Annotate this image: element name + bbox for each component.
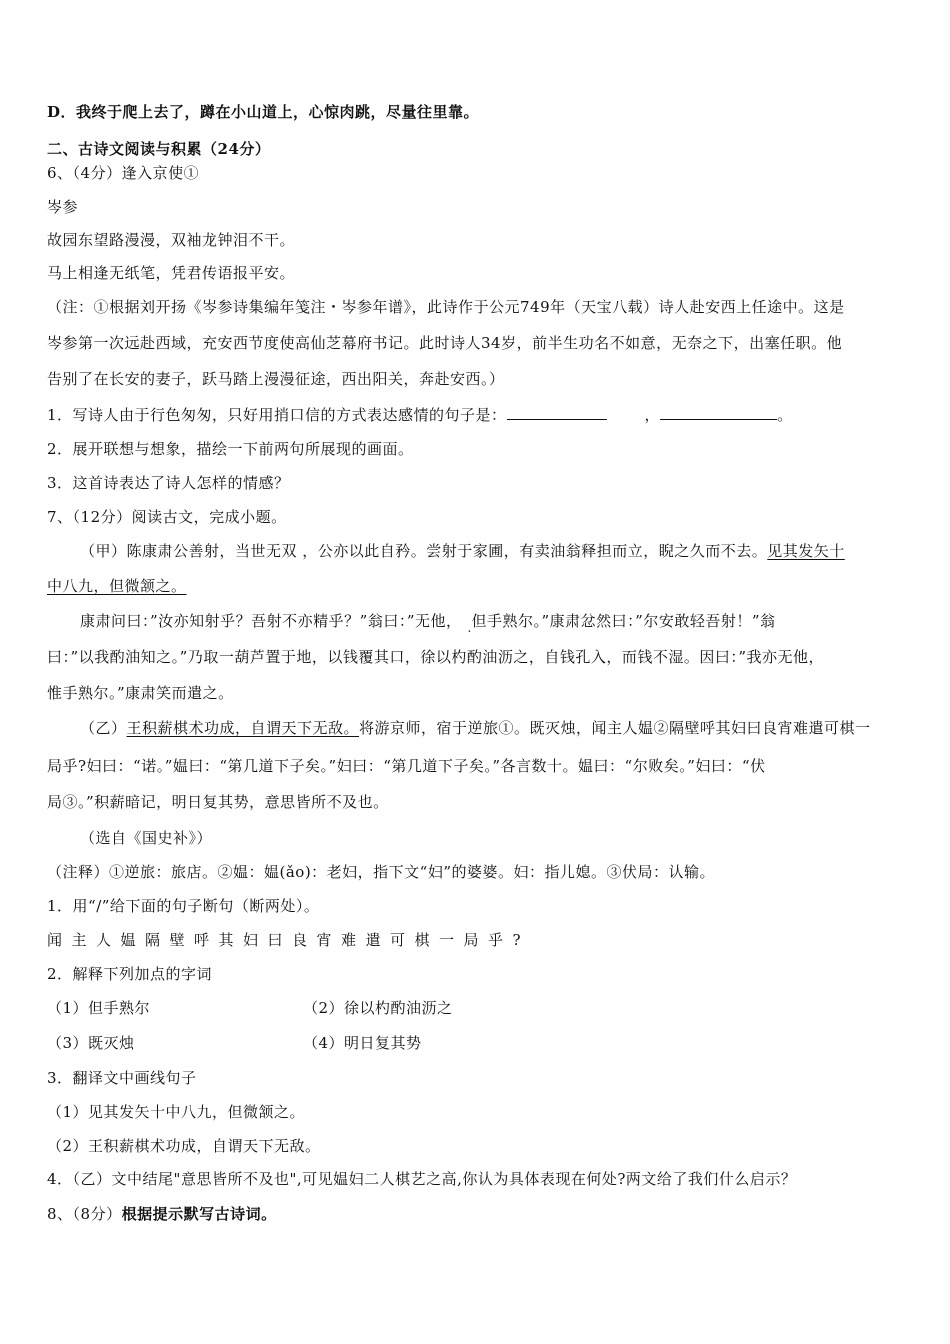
q8-number: 8、（8分） [47, 1205, 122, 1223]
passage-jia-line-4: 曰：”以我酌油知之。”乃取一葫芦置于地，以钱覆其口，徐以杓酌油沥之，自钱孔入，而钱不湿。因曰：”我亦无他， [47, 648, 825, 666]
jia-underlined-1: 见其发矢十 [767, 542, 845, 560]
answer-blank-2[interactable] [660, 405, 777, 420]
passage-yi-line-1 [80, 718, 871, 738]
poem-line-1: 故园东望路漫漫，双袖龙钟泪不干。 [47, 231, 296, 249]
q7-sub3: 3．翻译文中画线句子 [47, 1069, 197, 1087]
q7-sub1-sentence: 闻主人媪隔壁呼其妇曰良宵难遣可棋一局乎? [47, 931, 531, 949]
q6-sub1 [47, 405, 793, 425]
q8-instruction: 根据提示默写古诗词。 [121, 1205, 277, 1223]
q7-sub4: 4．（乙）文中结尾"意思皆所不及也",可见媪妇二人棋艺之高,你认为具体表现在何处?两文给了我们什么启示？ [47, 1170, 797, 1188]
translate-item-2: （2）王积薪棋术功成，自谓天下无敌。 [47, 1137, 321, 1155]
passage-notes: （注释）①逆旅：旅店。②媪：媪(ǎo)：老妇，指下文“妇”的婆婆。妇：指儿媳。③伏局：认输。 [47, 863, 716, 881]
poem-note-3: 告别了在长安的妻子，跃马踏上漫漫征途，西出阳关，奔赴安西。） [47, 370, 505, 388]
word-item-2: （2）徐以杓酌油沥之 [303, 999, 453, 1017]
translate-item-1: （1）见其发矢十中八九，但微颔之。 [47, 1103, 306, 1121]
q7-sub1: 1．用“/”给下面的句子断句（断两处）。 [47, 897, 320, 915]
q6-title: 6、（4分）逢入京使➀ [47, 164, 200, 182]
passage-yi-line-3: 局③。”积薪暗记，明日复其势，意思皆所不及也。 [47, 793, 389, 811]
jia-text-3a: 康肃问曰：”汝亦知射乎？吾射不亦精乎？”翁曰：”无他， [80, 612, 462, 630]
q6-sub1-period: 。 [777, 406, 793, 424]
poem-author: 岑参 [47, 198, 79, 216]
passage-jia-line-5: 惟手熟尔。”康肃笑而遣之。 [47, 684, 234, 702]
passage-jia-line-2: 中八九，但微颔之。 [47, 577, 187, 595]
passage-jia-line-1 [80, 541, 845, 561]
passage-yi-line-2: 局乎?妇曰：“诺。”媪曰：“第几道下子矣。”妇曰：“第几道下子矣。”各言数十。媪曰：“尔败矣。”妇曰：“伏 [47, 757, 766, 775]
section-heading: 二、古诗文阅读与积累（24分） [47, 140, 271, 158]
word-item-4: （4）明日复其势 [303, 1034, 422, 1052]
yi-text-1: 将游京师，宿于逆旅①。既灭烛，闻主人媪②隔壁呼其妇曰良宵难遣可棋一 [359, 719, 871, 737]
q6-sub3: 3．这首诗表达了诗人怎样的情感？ [47, 474, 290, 492]
passage-source: （选自《国史补》） [80, 829, 213, 847]
q8-title [47, 1204, 277, 1224]
option-d: D．我终于爬上去了，蹲在小山道上，心惊肉跳，尽量往里靠。 [47, 103, 480, 121]
poem-line-2: 马上相逢无纸笔，凭君传语报平安。 [47, 264, 296, 282]
jia-text-3b: . 但手熟尔。”康肃忿然曰：”尔安敢轻吾射！”翁 [472, 612, 776, 630]
word-item-3: （3）既灭烛 [47, 1034, 135, 1052]
q7-title: 7、（12分）阅读古文，完成小题。 [47, 508, 287, 526]
yi-underlined: 王积薪棋术功成，自谓天下无敌。 [126, 719, 360, 737]
passage-jia-line-3 [80, 611, 776, 631]
q6-sub2: 2．展开联想与想象，描绘一下前两句所展现的画面。 [47, 440, 414, 458]
q7-sub2: 2．解释下列加点的字词 [47, 965, 213, 983]
poem-note-1: （注：➀根据刘开扬《岑参诗集编年笺注・岑参年谱》，此诗作于公元749年（天宝八载）诗人赴安西上任途中。这是 [47, 298, 845, 316]
answer-blank-1[interactable] [507, 405, 607, 420]
q6-sub1-text: 1．写诗人由于行色匆匆，只好用捎口信的方式表达感情的句子是： [47, 406, 507, 424]
jia-text-1: （甲）陈康肃公善射，当世无双 ，公亦以此自矜。尝射于家圃，有卖油翁释担而立，睨之久而不去。 [80, 542, 768, 560]
word-item-1: （1）但手熟尔 [47, 999, 151, 1017]
q6-sub1-comma: ， [644, 406, 661, 424]
poem-note-2: 岑参第一次远赴西域，充安西节度使高仙芝幕府书记。此时诗人34岁，前半生功名不如意，无奈之下，出塞任职。他 [47, 334, 843, 352]
yi-label: （乙） [80, 719, 127, 737]
